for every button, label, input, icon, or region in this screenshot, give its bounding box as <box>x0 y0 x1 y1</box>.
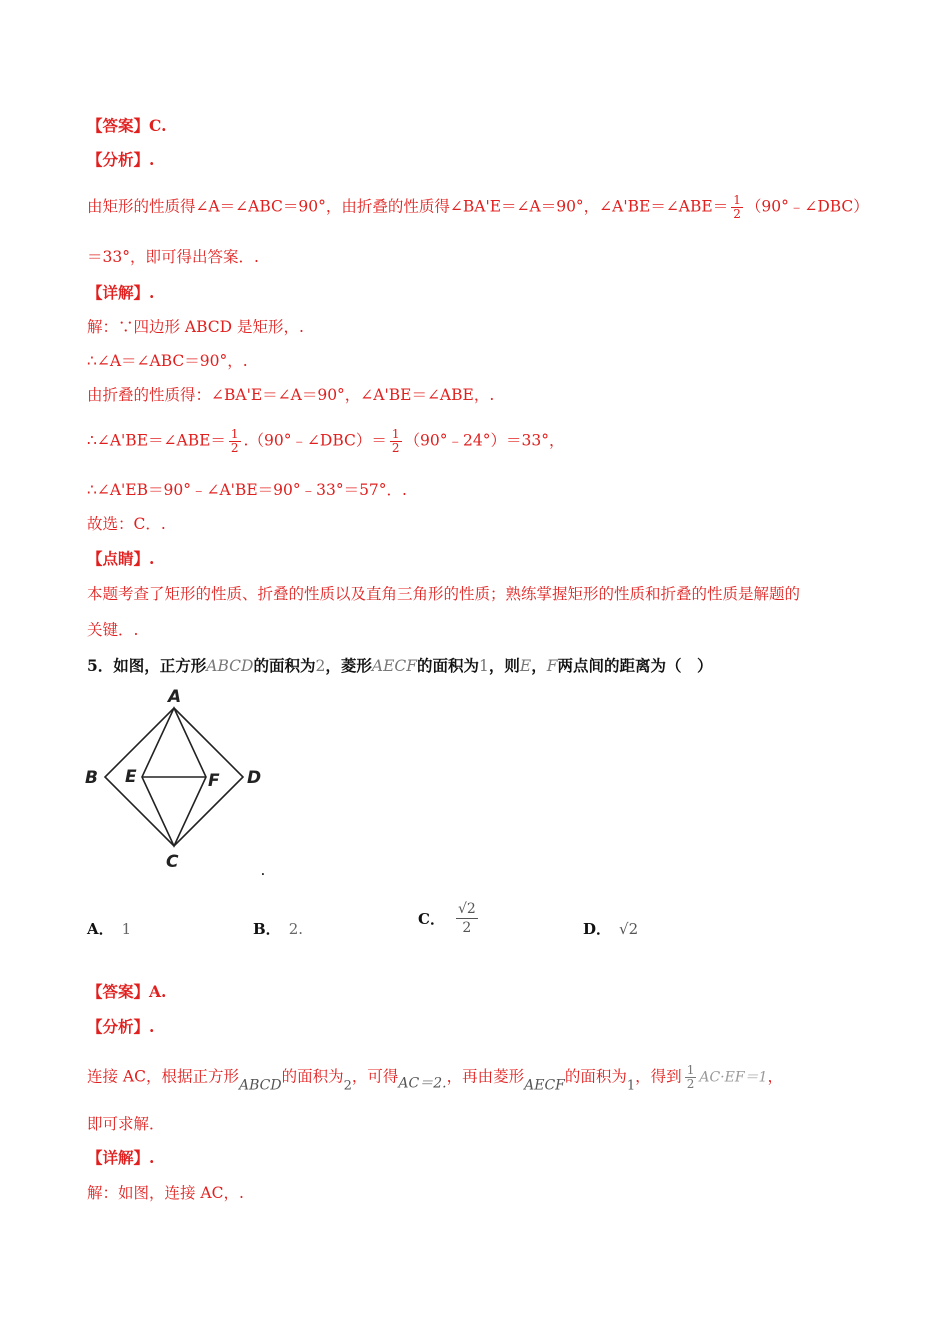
q5-stem-text-e: ，则 <box>488 656 520 675</box>
option-c-numerator: √2 <box>457 901 476 917</box>
q4-answer: 【答案】C. <box>87 116 167 135</box>
q5-analysis-1-fraction <box>685 1064 697 1091</box>
q5-figure <box>80 682 280 882</box>
q5-answer: 【答案】A. <box>87 982 167 1001</box>
fraction-numerator: 1 <box>230 427 239 441</box>
q5-analysis-1-aecf: AECF <box>524 1077 565 1094</box>
q5-stem-text-f: 两点间的距离为（ ） <box>557 656 713 675</box>
q5-analysis-1-area-1: 1 <box>626 1078 636 1094</box>
q5-stem-point-f: F <box>546 657 558 675</box>
q4-detail-4-fraction-2 <box>390 428 402 455</box>
option-b[interactable] <box>253 918 303 939</box>
q4-analysis-1-text-a: 由矩形的性质得∠A＝∠ABC＝90°，由折叠的性质得∠BA'E＝∠A＝90°，∠A'BE＝∠ABE＝ <box>87 197 729 216</box>
q4-detail-label: 【详解】. <box>87 283 155 302</box>
q4-detail-4-text-b: .（90°﹣∠DBC）＝ <box>243 431 387 450</box>
q5-stem-aecf: AECF <box>371 657 417 675</box>
option-a-value: 1 <box>121 920 132 938</box>
q5-stem <box>87 655 860 677</box>
fraction-denominator: 2 <box>733 207 741 221</box>
q5-stem-text-b: 的面积为 <box>253 656 316 675</box>
q4-detail-line-3: 由折叠的性质得：∠BA'E＝∠A＝90°，∠A'BE＝∠ABE，. <box>87 386 495 404</box>
q4-detail-4-text-c: （90°﹣24°）＝33°， <box>404 431 565 450</box>
label-a: A <box>168 687 182 707</box>
option-d-value: √2 <box>619 920 639 938</box>
q5-analysis-1-ac: AC＝2. <box>398 1075 447 1092</box>
option-b-letter: B． <box>253 920 281 938</box>
q5-detail-line-1: 解：如图，连接 AC，. <box>87 1184 244 1202</box>
option-a[interactable] <box>87 918 131 939</box>
q4-comment-label: 【点睛】. <box>87 549 155 568</box>
q5-analysis-1-text-h: ， <box>767 1067 783 1086</box>
q5-stem-area-1: 1 <box>479 657 489 675</box>
fraction-numerator: 1 <box>686 1063 695 1077</box>
option-c[interactable] <box>418 900 481 937</box>
option-a-letter: A． <box>87 920 114 938</box>
option-b-value: 2. <box>288 920 303 938</box>
q4-analysis-line-2: ＝33°，即可得出答案．. <box>87 248 259 266</box>
q5-analysis-1-formula: AC·EF＝1 <box>699 1069 768 1086</box>
fraction-denominator: 2 <box>686 1077 695 1091</box>
q5-analysis-1-area-2: 2 <box>343 1078 352 1094</box>
q4-detail-4-text-a: ∴∠A'BE＝∠ABE＝ <box>87 431 226 450</box>
q4-detail-line-5: ∴∠A'EB＝90°﹣∠A'BE＝90°﹣33°＝57°．. <box>87 481 407 499</box>
option-c-fraction <box>456 900 478 937</box>
q5-analysis-1-text-f: ，得到 <box>635 1067 682 1086</box>
fraction-denominator: 2 <box>230 441 239 455</box>
q4-analysis-1-text-b: （90°﹣∠DBC） <box>745 197 869 216</box>
q5-analysis-1-text-d: ，再由菱形 <box>446 1067 525 1086</box>
q5-analysis-label: 【分析】. <box>87 1017 155 1036</box>
label-e: E <box>125 767 137 787</box>
q5-stem-text-c: ，菱形 <box>325 656 372 675</box>
label-c: C <box>166 852 179 872</box>
q4-comment-line-2: 关键．. <box>87 621 139 639</box>
q5-stem-comma: ， <box>531 656 547 675</box>
option-d-letter: D． <box>583 920 612 938</box>
q5-analysis-1-text-b: 的面积为 <box>281 1067 344 1086</box>
figure-dot: . <box>261 867 265 878</box>
q5-stem-text-d: 的面积为 <box>417 656 480 675</box>
q4-analysis-line-1 <box>87 193 869 221</box>
q4-detail-line-1: 解：∵四边形 ABCD 是矩形，. <box>87 318 304 336</box>
q5-stem-text-a: 5．如图，正方形 <box>87 656 207 675</box>
fraction-denominator: 2 <box>391 441 400 455</box>
option-c-letter: C． <box>418 910 445 928</box>
q5-analysis-1-text-a: 连接 AC，根据正方形 <box>87 1067 239 1086</box>
label-b: B <box>85 768 98 788</box>
q5-analysis-1-text-e: 的面积为 <box>564 1067 627 1086</box>
q4-detail-line-4 <box>87 428 860 455</box>
q5-stem-point-e: E <box>519 657 532 675</box>
q5-analysis-1-abcd: ABCD <box>238 1077 282 1094</box>
fraction-numerator: 1 <box>391 427 400 441</box>
q5-detail-label: 【详解】. <box>87 1148 155 1167</box>
q4-comment-line-1: 本题考查了矩形的性质、折叠的性质以及直角三角形的性质；熟练掌握矩形的性质和折叠的性质是解题的 <box>87 585 801 603</box>
q4-detail-4-fraction-1 <box>229 428 241 455</box>
q5-analysis-1-text-c: ，可得 <box>351 1067 399 1086</box>
label-d: D <box>247 768 262 788</box>
option-c-denominator: 2 <box>462 920 472 936</box>
q5-analysis-line-1 <box>87 1064 860 1098</box>
fraction-numerator: 1 <box>733 193 741 207</box>
q5-stem-abcd: ABCD <box>206 657 254 675</box>
q4-analysis-label: 【分析】. <box>87 150 155 169</box>
q4-analysis-1-fraction <box>731 194 743 221</box>
q4-detail-line-6: 故选：C．. <box>87 515 166 533</box>
q4-detail-line-2: ∴∠A＝∠ABC＝90°，. <box>87 352 248 370</box>
q5-stem-area-2: 2 <box>315 657 326 675</box>
label-f: F <box>208 771 220 791</box>
q5-analysis-line-2: 即可求解． <box>87 1115 165 1133</box>
option-d[interactable] <box>583 918 638 939</box>
